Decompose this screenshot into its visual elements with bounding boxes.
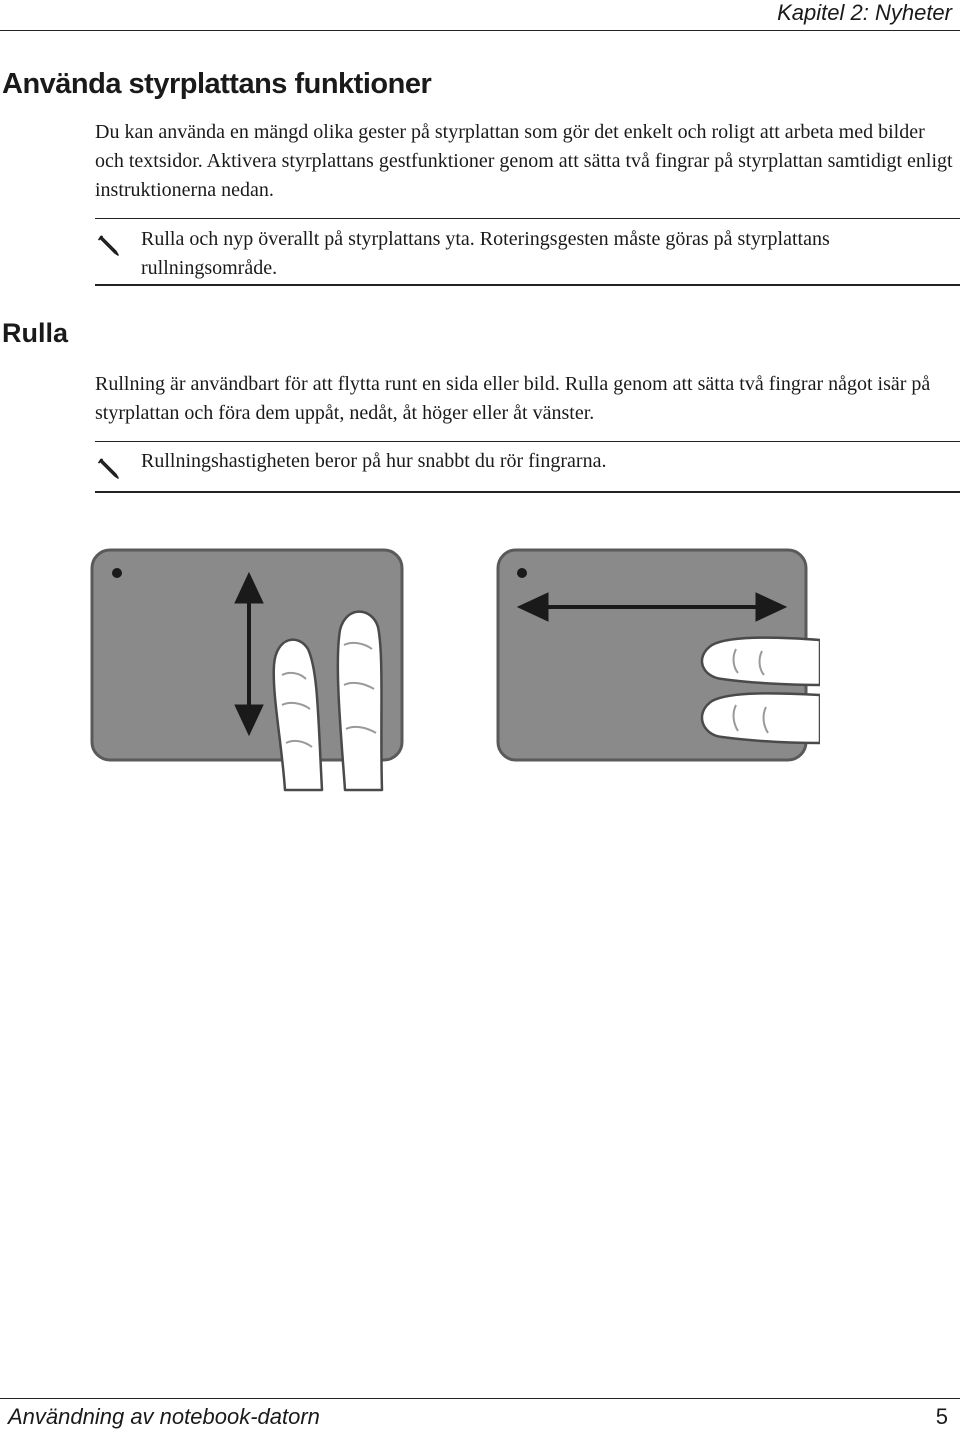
- scroll-note-rule-top: [95, 441, 960, 442]
- scroll-paragraph: Rullning är användbart för att flytta runt en sida eller bild. Rulla genom att sätta två fingrar något isär på styrplattan och föra dem uppåt, nedåt, åt höger eller åt vänster.: [95, 373, 931, 424]
- horizontal-scroll-panel: [498, 550, 820, 760]
- scroll-note-rule-bottom: [95, 491, 960, 493]
- footer-rule: [0, 1398, 960, 1399]
- page-number: 5: [935, 1404, 948, 1429]
- footer-title: Användning av notebook-datorn: [8, 1404, 320, 1429]
- note-rule-top: [95, 218, 960, 219]
- note-rule-bottom: [95, 284, 960, 286]
- pencil-icon: [96, 232, 122, 258]
- pencil-icon: [96, 455, 122, 481]
- scroll-note-text: Rullningshastigheten beror på hur snabbt du rör fingrarna.: [141, 450, 607, 472]
- vertical-scroll-panel: [92, 550, 402, 790]
- chapter-header: Kapitel 2: Nyheter: [777, 0, 952, 25]
- header-rule: [0, 30, 960, 31]
- intro-paragraph: Du kan använda en mängd olika gester på styrplattan som gör det enkelt och roligt att arbeta med bilder och textsidor. Aktivera styrplattans gestfunktioner genom att sätta två fingrar på styrplattan samtidigt enligt instruktionerna nedan.: [95, 121, 953, 201]
- section-title: Använda styrplattans funktioner: [2, 68, 432, 100]
- note-text: Rulla och nyp överallt på styrplattans yta. Roteringsgesten måste göras på styrplattans rullningsområde.: [141, 228, 830, 279]
- scroll-heading: Rulla: [2, 318, 69, 348]
- scroll-gesture-illustration: [90, 545, 820, 795]
